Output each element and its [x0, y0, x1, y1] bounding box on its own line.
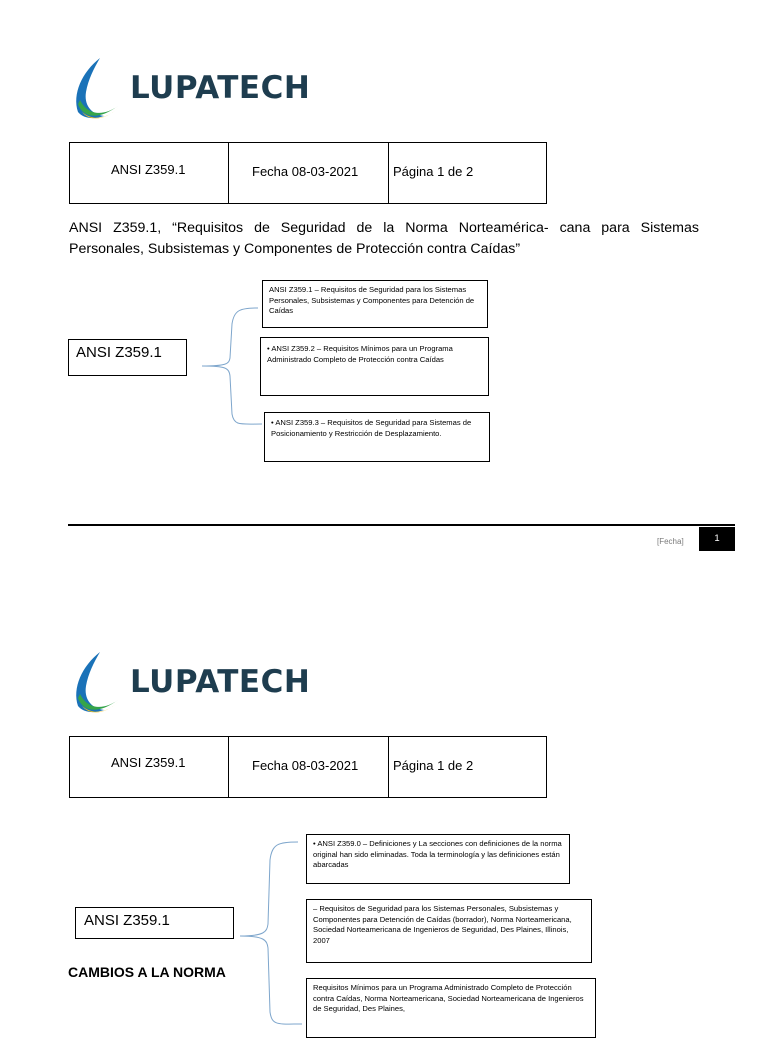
page-number: 1 — [714, 533, 720, 544]
header-page-cell — [388, 142, 547, 204]
header-code-cell — [69, 142, 229, 204]
header-table — [69, 142, 547, 204]
diagram-item-3: Requisitos Mínimos para un Programa Administrado Completo de Protección contra Caídas, Norma Norteamericana, Sociedad Norteamericana de Ingenieros de Seguridad, Des Plaines, — [306, 978, 596, 1038]
header-code: ANSI Z359.1 — [111, 755, 186, 770]
lupatech-logo — [68, 650, 328, 716]
footer-rule — [68, 524, 735, 526]
diagram-item-1: • ANSI Z359.0 – Definiciones y La secciones con definiciones de la norma original han sido eliminadas. Toda la terminología y las definiciones están abarcadas — [306, 834, 570, 884]
footer-date: [Fecha] — [657, 537, 684, 546]
page-number-badge — [699, 527, 735, 551]
diagram-root-box: ANSI Z359.1 — [68, 339, 187, 376]
header-table — [69, 736, 547, 798]
lupatech-logo-mark-icon — [68, 56, 120, 122]
header-date: Fecha 08-03-2021 — [252, 164, 359, 179]
header-code-cell — [69, 736, 229, 798]
header-date: Fecha 08-03-2021 — [252, 758, 359, 773]
diagram-item-2: • ANSI Z359.2 – Requisitos Mínimos para un Programa Administrado Completo de Protección contra Caídas — [260, 337, 489, 396]
diagram-caption: CAMBIOS A LA NORMA — [68, 964, 226, 980]
diagram-item-2: – Requisitos de Seguridad para los Sistemas Personales, Subsistemas y Componentes para Detención de Caídas (borrador), Norma Norteamericana, Sociedad Norteamericana de Ingenieros de Seguridad, Des Plaines, Illinois, 2007 — [306, 899, 592, 963]
diagram-brace — [196, 300, 266, 460]
brand-name: LUPATECH — [130, 70, 311, 106]
header-page: Página 1 de 2 — [393, 164, 474, 179]
diagram-brace — [236, 836, 306, 1036]
diagram-item-3: • ANSI Z359.3 – Requisitos de Seguridad para Sistemas de Posicionamiento y Restricción de Desplazamiento. — [264, 412, 490, 462]
diagram-root-box: ANSI Z359.1 — [75, 907, 234, 939]
diagram-item-1: ANSI Z359.1 – Requisitos de Seguridad para los Sistemas Personales, Subsistemas y Componentes para Detención de Caídas — [262, 280, 488, 328]
header-date-cell — [228, 142, 389, 204]
brand-name: LUPATECH — [130, 664, 311, 700]
lupatech-logo-mark-icon — [68, 650, 120, 716]
intro-paragraph: ANSI Z359.1, “Requisitos de Seguridad de la Norma Norteamérica- cana para Sistemas Personales, Subsistemas y Componentes de Protección contra Caídas” — [69, 220, 699, 257]
header-date-cell — [228, 736, 389, 798]
header-page-cell — [388, 736, 547, 798]
header-code: ANSI Z359.1 — [111, 162, 186, 177]
lupatech-logo — [68, 56, 328, 122]
header-page: Página 1 de 2 — [393, 758, 474, 773]
